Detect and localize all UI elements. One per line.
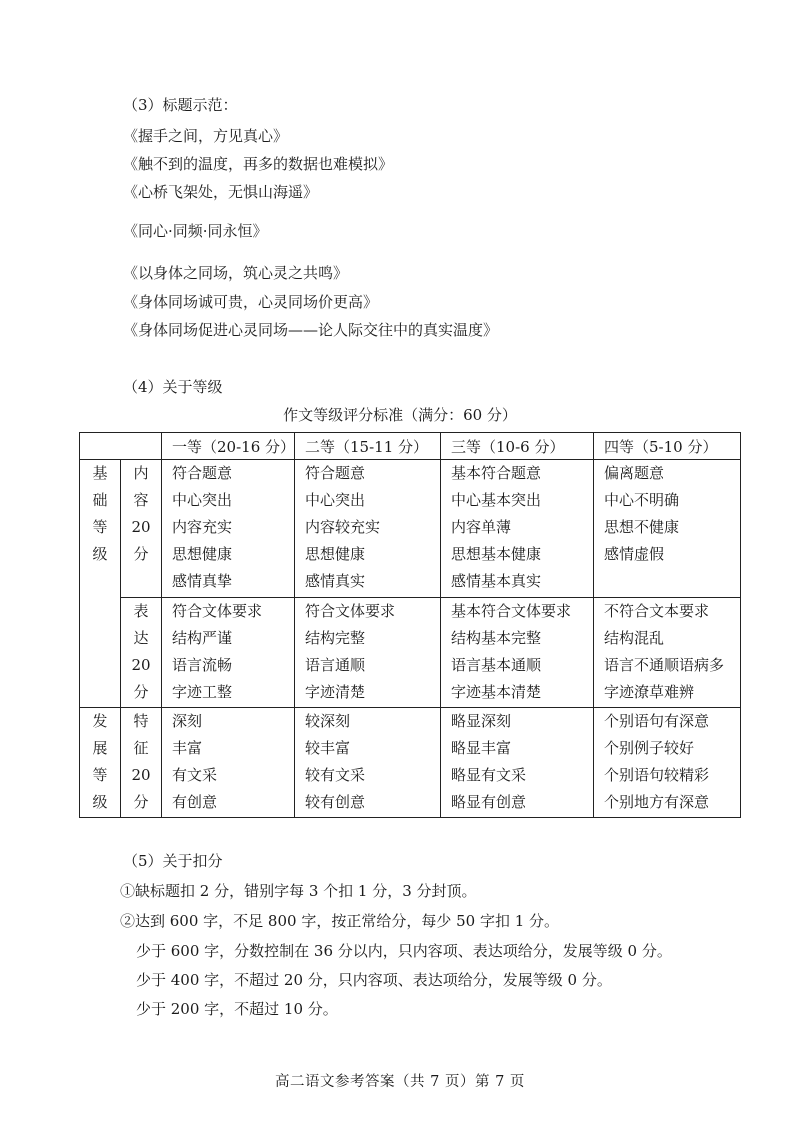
row-label: 特 征 20 分 [121,707,162,817]
sample-title: 《身体同场促进心灵同场——论人际交往中的真实温度》 [123,321,499,339]
table-row [80,597,741,707]
sample-title: 《触不到的温度，再多的数据也难模拟》 [123,155,394,173]
table-cell: 不符合文本要求 结构混乱 语言不通顺语病多 字迹潦草难辨 [594,597,741,707]
row-label: 表 达 20 分 [121,597,162,707]
deduction-subitem: 少于 200 字，不超过 10 分。 [136,1000,338,1018]
sample-title: 《身体同场诚可贵，心灵同场价更高》 [123,293,379,311]
deduction-item: ②达到 600 字，不足 800 字，按正常给分，每少 50 字扣 1 分。 [120,912,560,930]
deduction-item: ①缺标题扣 2 分，错别字每 3 个扣 1 分，3 分封顶。 [120,882,477,900]
table-cell: 个别语句有深意 个别例子较好 个别语句较精彩 个别地方有深意 [594,707,741,817]
group-label: 基 础 等 级 [80,460,121,708]
column-header: 一等（20-16 分） [162,433,295,460]
sample-title: 《同心·同频·同永恒》 [123,222,268,240]
table-row [80,460,741,598]
grading-table [79,432,741,818]
table-cell: 符合文体要求 结构严谨 语言流畅 字迹工整 [162,597,295,707]
corner-cell [80,433,162,460]
table-cell: 符合题意 中心突出 内容充实 思想健康 感情真挚 [162,460,295,598]
table-cell: 符合文体要求 结构完整 语言通顺 字迹清楚 [295,597,441,707]
sample-title: 《握手之间，方见真心》 [123,127,289,145]
column-header: 三等（10-6 分） [441,433,594,460]
table-cell: 略显深刻 略显丰富 略显有文采 略显有创意 [441,707,594,817]
page-footer: 高二语文参考答案（共 7 页）第 7 页 [275,1074,525,1090]
table-header-row [80,433,741,460]
deduction-subitem: 少于 400 字，不超过 20 分，只内容项、表达项给分，发展等级 0 分。 [136,971,612,989]
section3-heading: （3）标题示范： [123,96,238,114]
table-title: 作文等级评分标准（满分：60 分） [283,406,517,424]
table-cell: 符合题意 中心突出 内容较充实 思想健康 感情真实 [295,460,441,598]
table-row [80,707,741,817]
sample-title: 《心桥飞架处，无惧山海遥》 [123,183,319,201]
deduction-subitem: 少于 600 字，分数控制在 36 分以内，只内容项、表达项给分，发展等级 0 分。 [136,942,672,960]
section5-heading: （5）关于扣分 [123,852,223,870]
sample-title: 《以身体之同场，筑心灵之共鸣》 [123,264,349,282]
column-header: 二等（15-11 分） [295,433,441,460]
group-label: 发 展 等 级 [80,707,121,817]
section4-heading: （4）关于等级 [123,378,223,396]
column-header: 四等（5-10 分） [594,433,741,460]
table-cell: 偏离题意 中心不明确 思想不健康 感情虚假 [594,460,741,598]
table-cell: 基本符合题意 中心基本突出 内容单薄 思想基本健康 感情基本真实 [441,460,594,598]
table-cell: 较深刻 较丰富 较有文采 较有创意 [295,707,441,817]
table-cell: 深刻 丰富 有文采 有创意 [162,707,295,817]
row-label: 内 容 20 分 [121,460,162,598]
table-cell: 基本符合文体要求 结构基本完整 语言基本通顺 字迹基本清楚 [441,597,594,707]
